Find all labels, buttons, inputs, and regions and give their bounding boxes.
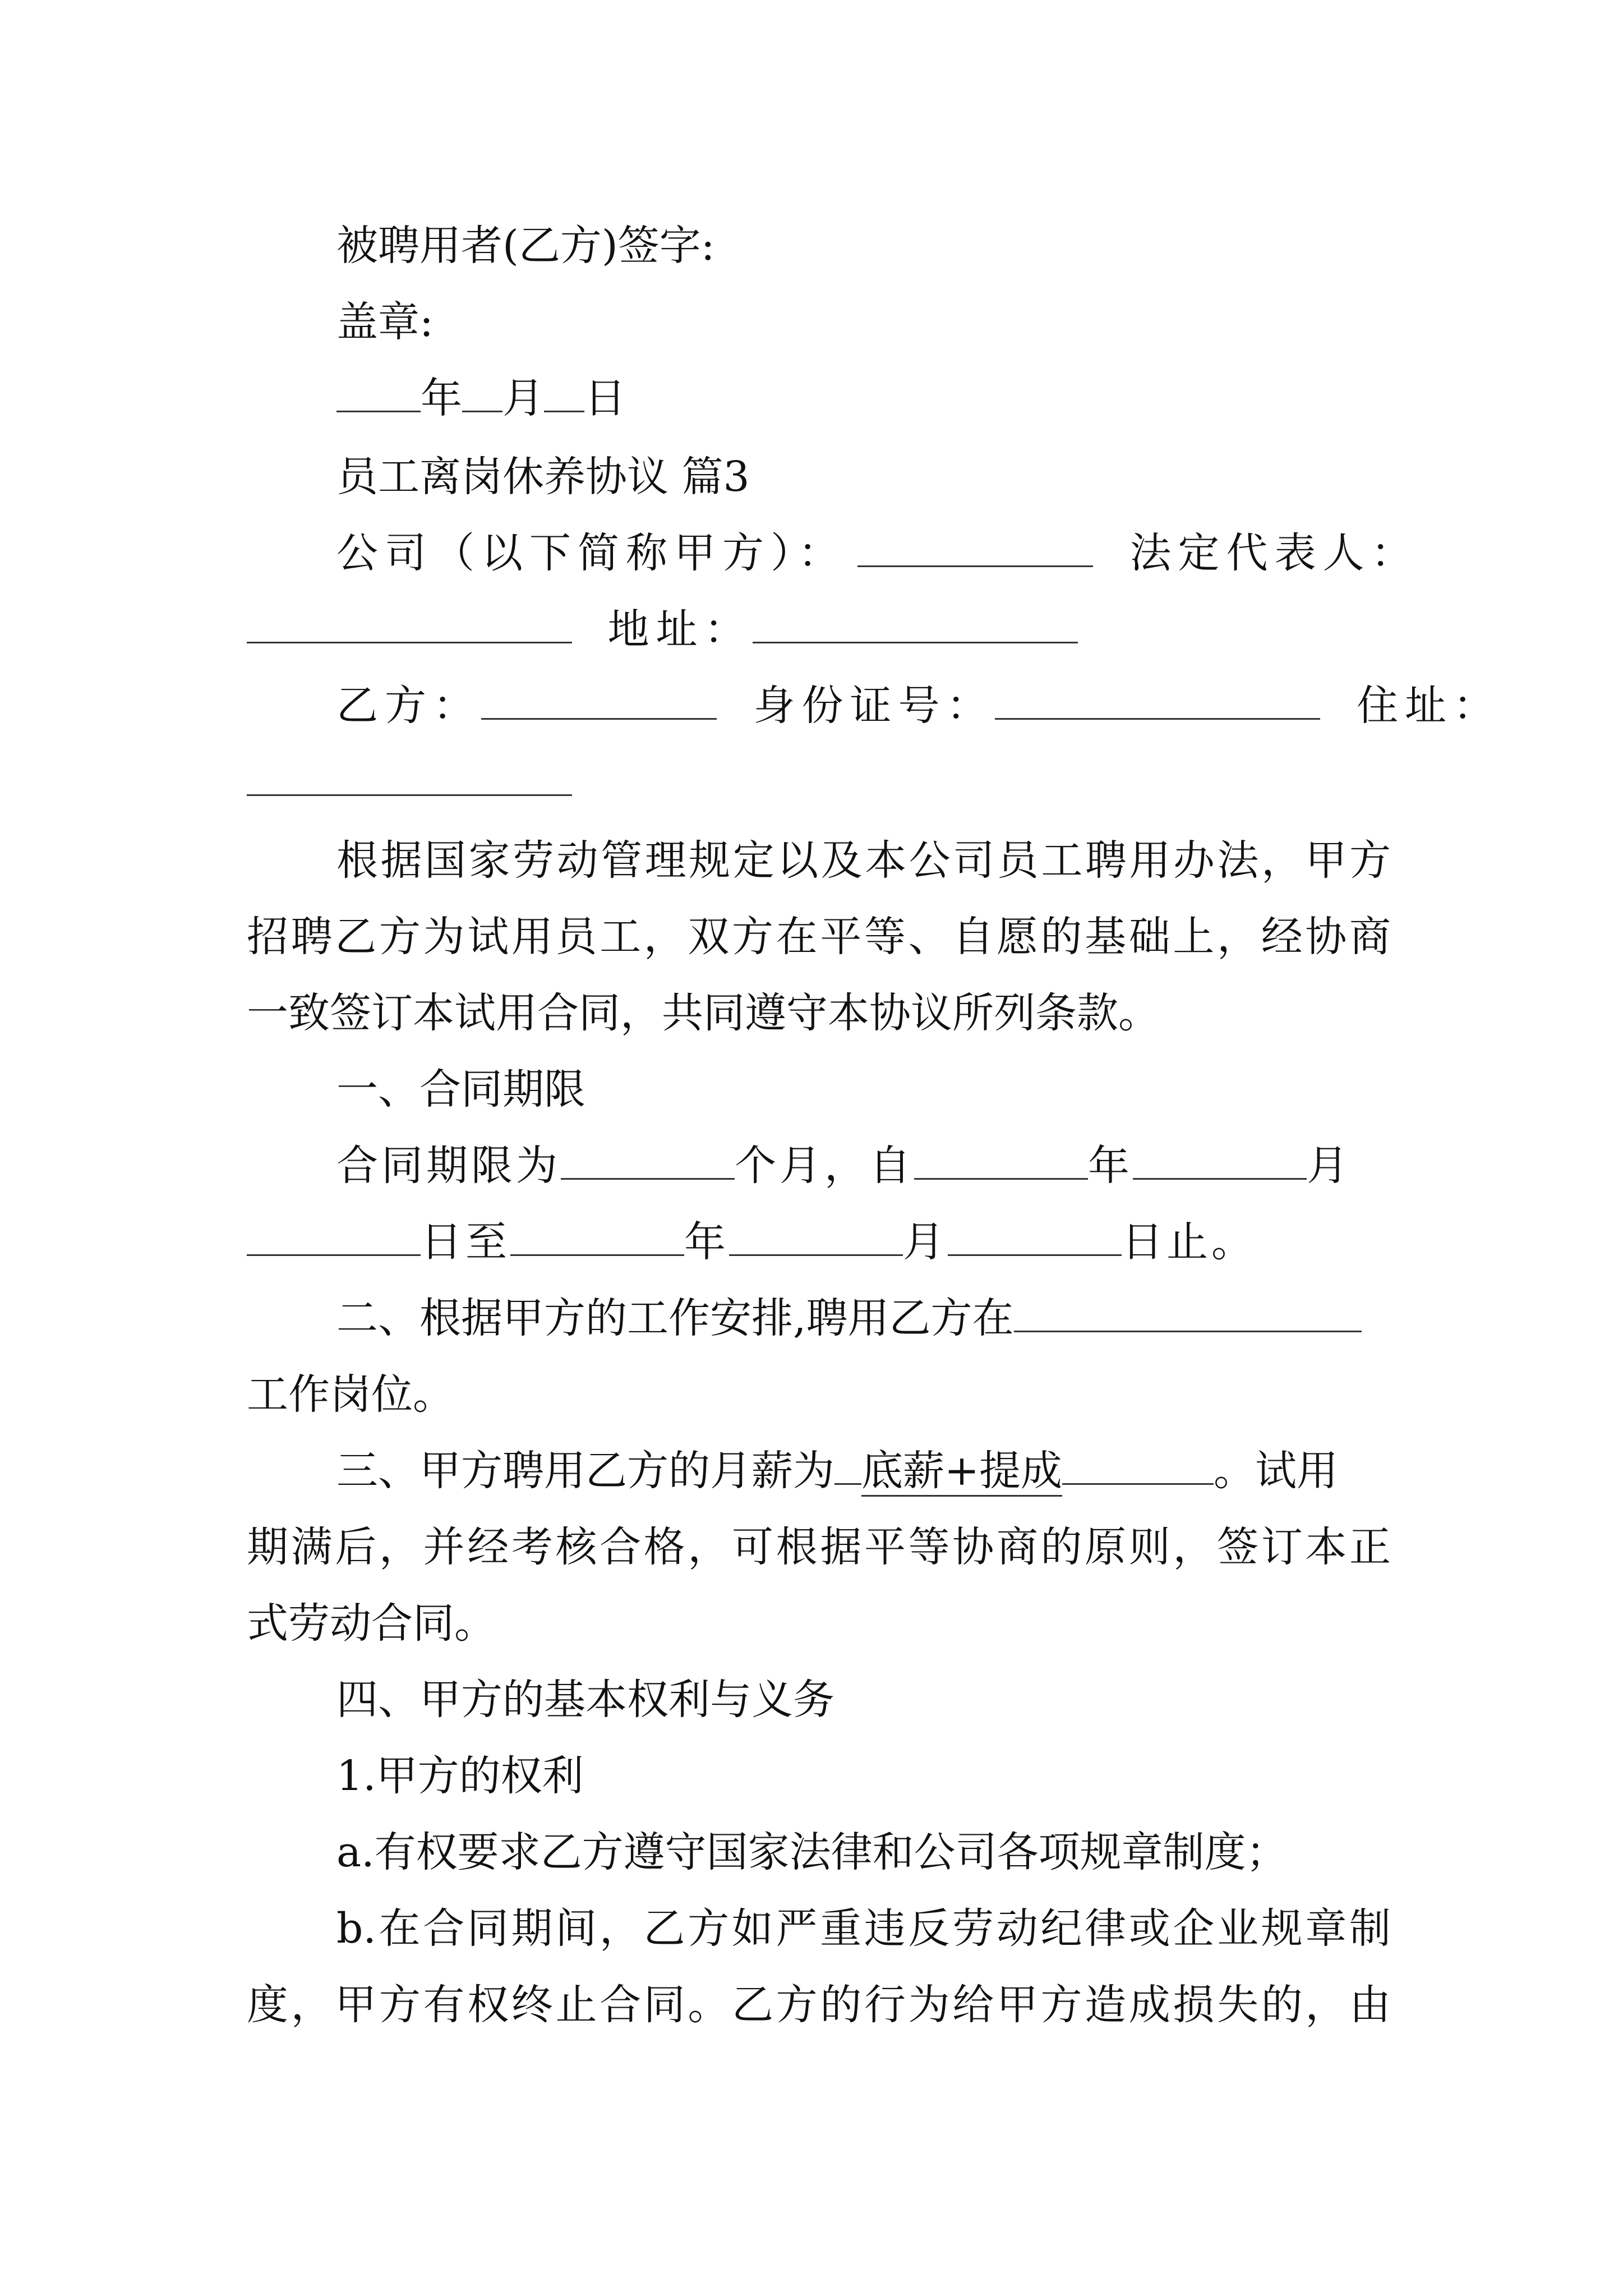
clause4-sub1 [336,1748,1391,1804]
months-blank [561,1141,735,1180]
clause4-item-b-2 [247,1977,1391,2033]
clause3-text-2: 期满后，并经考核合格，可根据平等协商的原则，签订本正 [247,1523,1391,1571]
start-year-blank [914,1141,1088,1180]
seal-label: 盖章: [336,298,434,346]
start-month-label: 月 [1307,1142,1352,1190]
rep-label: 法定代表人： [1129,529,1419,577]
date-year-label: 年 [421,374,462,422]
date-day-label: 日 [584,374,626,422]
intro-line-2 [247,909,1391,965]
salary-blank-post [1062,1446,1214,1485]
end-day-blank [948,1217,1122,1256]
salary-blank-pre [834,1446,861,1485]
clause1-line-2 [247,1214,1391,1270]
company-line [336,525,1419,581]
intro-line-1 [336,832,1391,889]
day-blank [544,374,584,412]
term-label: 合同期限为 [336,1142,561,1190]
date-line [336,370,1391,426]
clause3-line-2 [247,1519,1391,1575]
residence-label: 住址： [1357,682,1502,730]
company-label: 公司（以下简称甲方）： [336,529,846,577]
sign-line [336,218,1391,274]
salary-value: 底薪+提成 [861,1447,1062,1497]
clause1-line-1 [336,1138,1391,1194]
end-day-label: 日止。 [1122,1218,1256,1266]
clause4-item-b-text-1: b.在合同期间，乙方如严重违反劳动纪律或企业规章制 [336,1904,1391,1953]
clause1-heading [336,1061,1391,1117]
id-blank [995,681,1320,720]
section-title [336,449,1391,505]
clause3-line-1 [336,1443,1391,1499]
end-month-label: 月 [903,1218,948,1266]
address-blank [753,605,1078,643]
date-month-label: 月 [502,374,544,422]
partyb-label: 乙方： [336,682,481,730]
clause2-line-2 [247,1366,1391,1423]
residence-blank [247,757,572,796]
sign-label: 被聘用者(乙方)签字: [336,222,715,270]
intro-line-3 [247,985,1391,1041]
clause4-heading-text: 四、甲方的基本权利与义务 [336,1676,834,1724]
salary-label: 三、甲方聘用乙方的月薪为 [336,1447,834,1495]
start-year-label: 年 [1088,1142,1133,1190]
post-blank [1014,1294,1362,1332]
residence-blank-line [247,754,1391,810]
company-blank [857,528,1093,567]
rep-blank [247,605,572,643]
clause2-tail: 工作岗位。 [247,1370,454,1419]
intro-text-3: 一致签订本试用合同，共同遵守本协议所列条款。 [247,989,1160,1037]
clause4-item-b-text-2: 度，甲方有权终止合同。乙方的行为给甲方造成损失的，由 [247,1981,1391,2029]
start-day-blank [247,1217,421,1256]
address-line [247,601,1391,657]
month-blank [462,374,502,412]
end-month-blank [729,1217,903,1256]
clause3-trial: 。试用 [1214,1447,1339,1495]
clause3-text-3: 式劳动合同。 [247,1599,496,1648]
address-label: 地址： [607,605,753,654]
clause3-line-3 [247,1595,1391,1651]
start-month-blank [1133,1141,1307,1180]
clause2-text: 二、根据甲方的工作安排,聘用乙方在 [336,1294,1014,1342]
start-day-label: 日至 [421,1218,510,1266]
section-title-text: 员工离岗休养协议 篇3 [336,453,750,501]
end-year-label: 年 [684,1218,729,1266]
intro-text-1: 根据国家劳动管理规定以及本公司员工聘用办法，甲方 [336,836,1391,885]
clause4-item-a-text: a.有权要求乙方遵守国家法律和公司各项规章制度； [336,1828,1288,1876]
clause2-line-1 [336,1290,1391,1346]
end-year-blank [510,1217,684,1256]
clause4-heading [336,1672,1391,1728]
clause1-heading-text: 一、合同期限 [336,1065,585,1114]
intro-text-2: 招聘乙方为试用员工，双方在平等、自愿的基础上，经协商 [247,913,1391,961]
clause4-item-a [336,1824,1391,1880]
partyb-blank [481,681,717,720]
seal-line [336,294,1391,350]
id-label: 身份证号： [753,682,995,730]
partyb-line [336,678,1502,734]
clause4-item-b-1 [336,1901,1391,1957]
year-blank [336,374,421,412]
months-label: 个月，自 [735,1142,914,1190]
clause4-sub1-text: 1.甲方的权利 [336,1752,584,1800]
